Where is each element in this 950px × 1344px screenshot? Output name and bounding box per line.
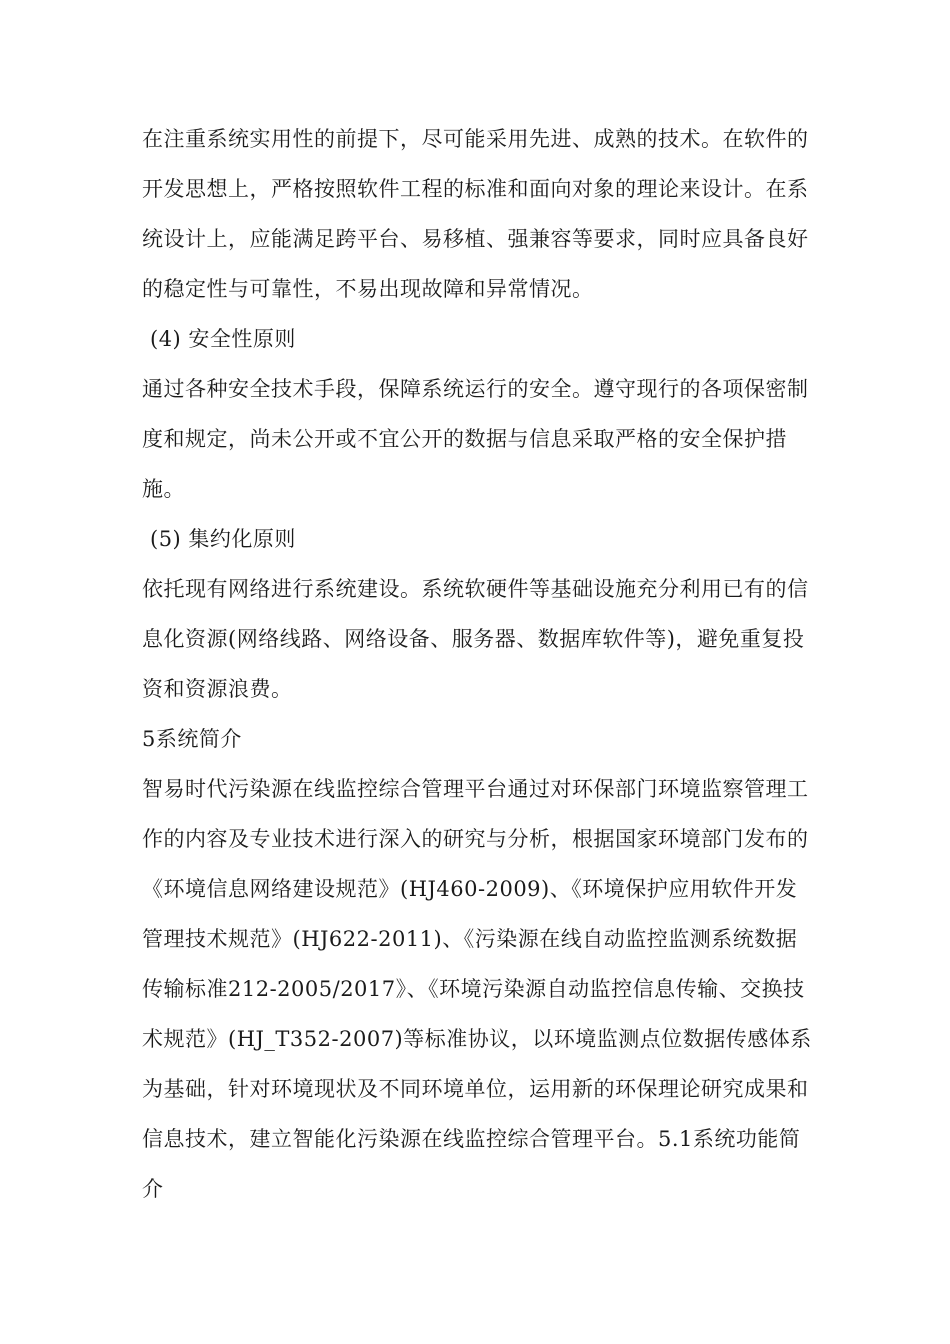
paragraph-tech-principle: 在注重系统实用性的前提下，尽可能采用先进、成熟的技术。在软件的开发思想上，严格按照软件工程的标准和面向对象的理论来设计。在系统设计上，应能满足跨平台、易移植、强兼容等要求，同时应具备良好的稳定性与可靠性，不易出现故障和异常情况。 bbox=[142, 127, 809, 301]
section-heading-system-intro: 5系统简介 bbox=[142, 727, 242, 751]
paragraph-security-principle: 通过各种安全技术手段，保障系统运行的安全。遵守现行的各项保密制度和规定，尚未公开或不宜公开的数据与信息采取严格的安全保护措施。 bbox=[142, 377, 809, 501]
paragraph-system-intro: 智易时代污染源在线监控综合管理平台通过对环保部门环境监察管理工作的内容及专业技术进行深入的研究与分析，根据国家环境部门发布的《环境信息网络建设规范》(HJ460-2009)、《环境保护应用软件开发管理技术规范》(HJ622-2011)、《污染源在线自动监控监测系统数据传输标准212-2005/2017》、《环境污染源自动监控信息传输、交换技术规范》(HJ_T352-2007)等标准协议，以环境监测点位数据传感体系为基础，针对环境现状及不同环境单位，运用新的环保理论研究成果和信息技术，建立智能化污染源在线监控综合管理平台。5.1系统功能简介 bbox=[142, 777, 812, 1201]
subheading-intensive-principle: (5) 集约化原则 bbox=[150, 527, 296, 551]
subheading-security-principle: (4) 安全性原则 bbox=[150, 327, 296, 351]
document-body bbox=[142, 114, 812, 1214]
paragraph-intensive-principle: 依托现有网络进行系统建设。系统软硬件等基础设施充分利用已有的信息化资源(网络线路、网络设备、服务器、数据库软件等)，避免重复投资和资源浪费。 bbox=[142, 577, 809, 701]
